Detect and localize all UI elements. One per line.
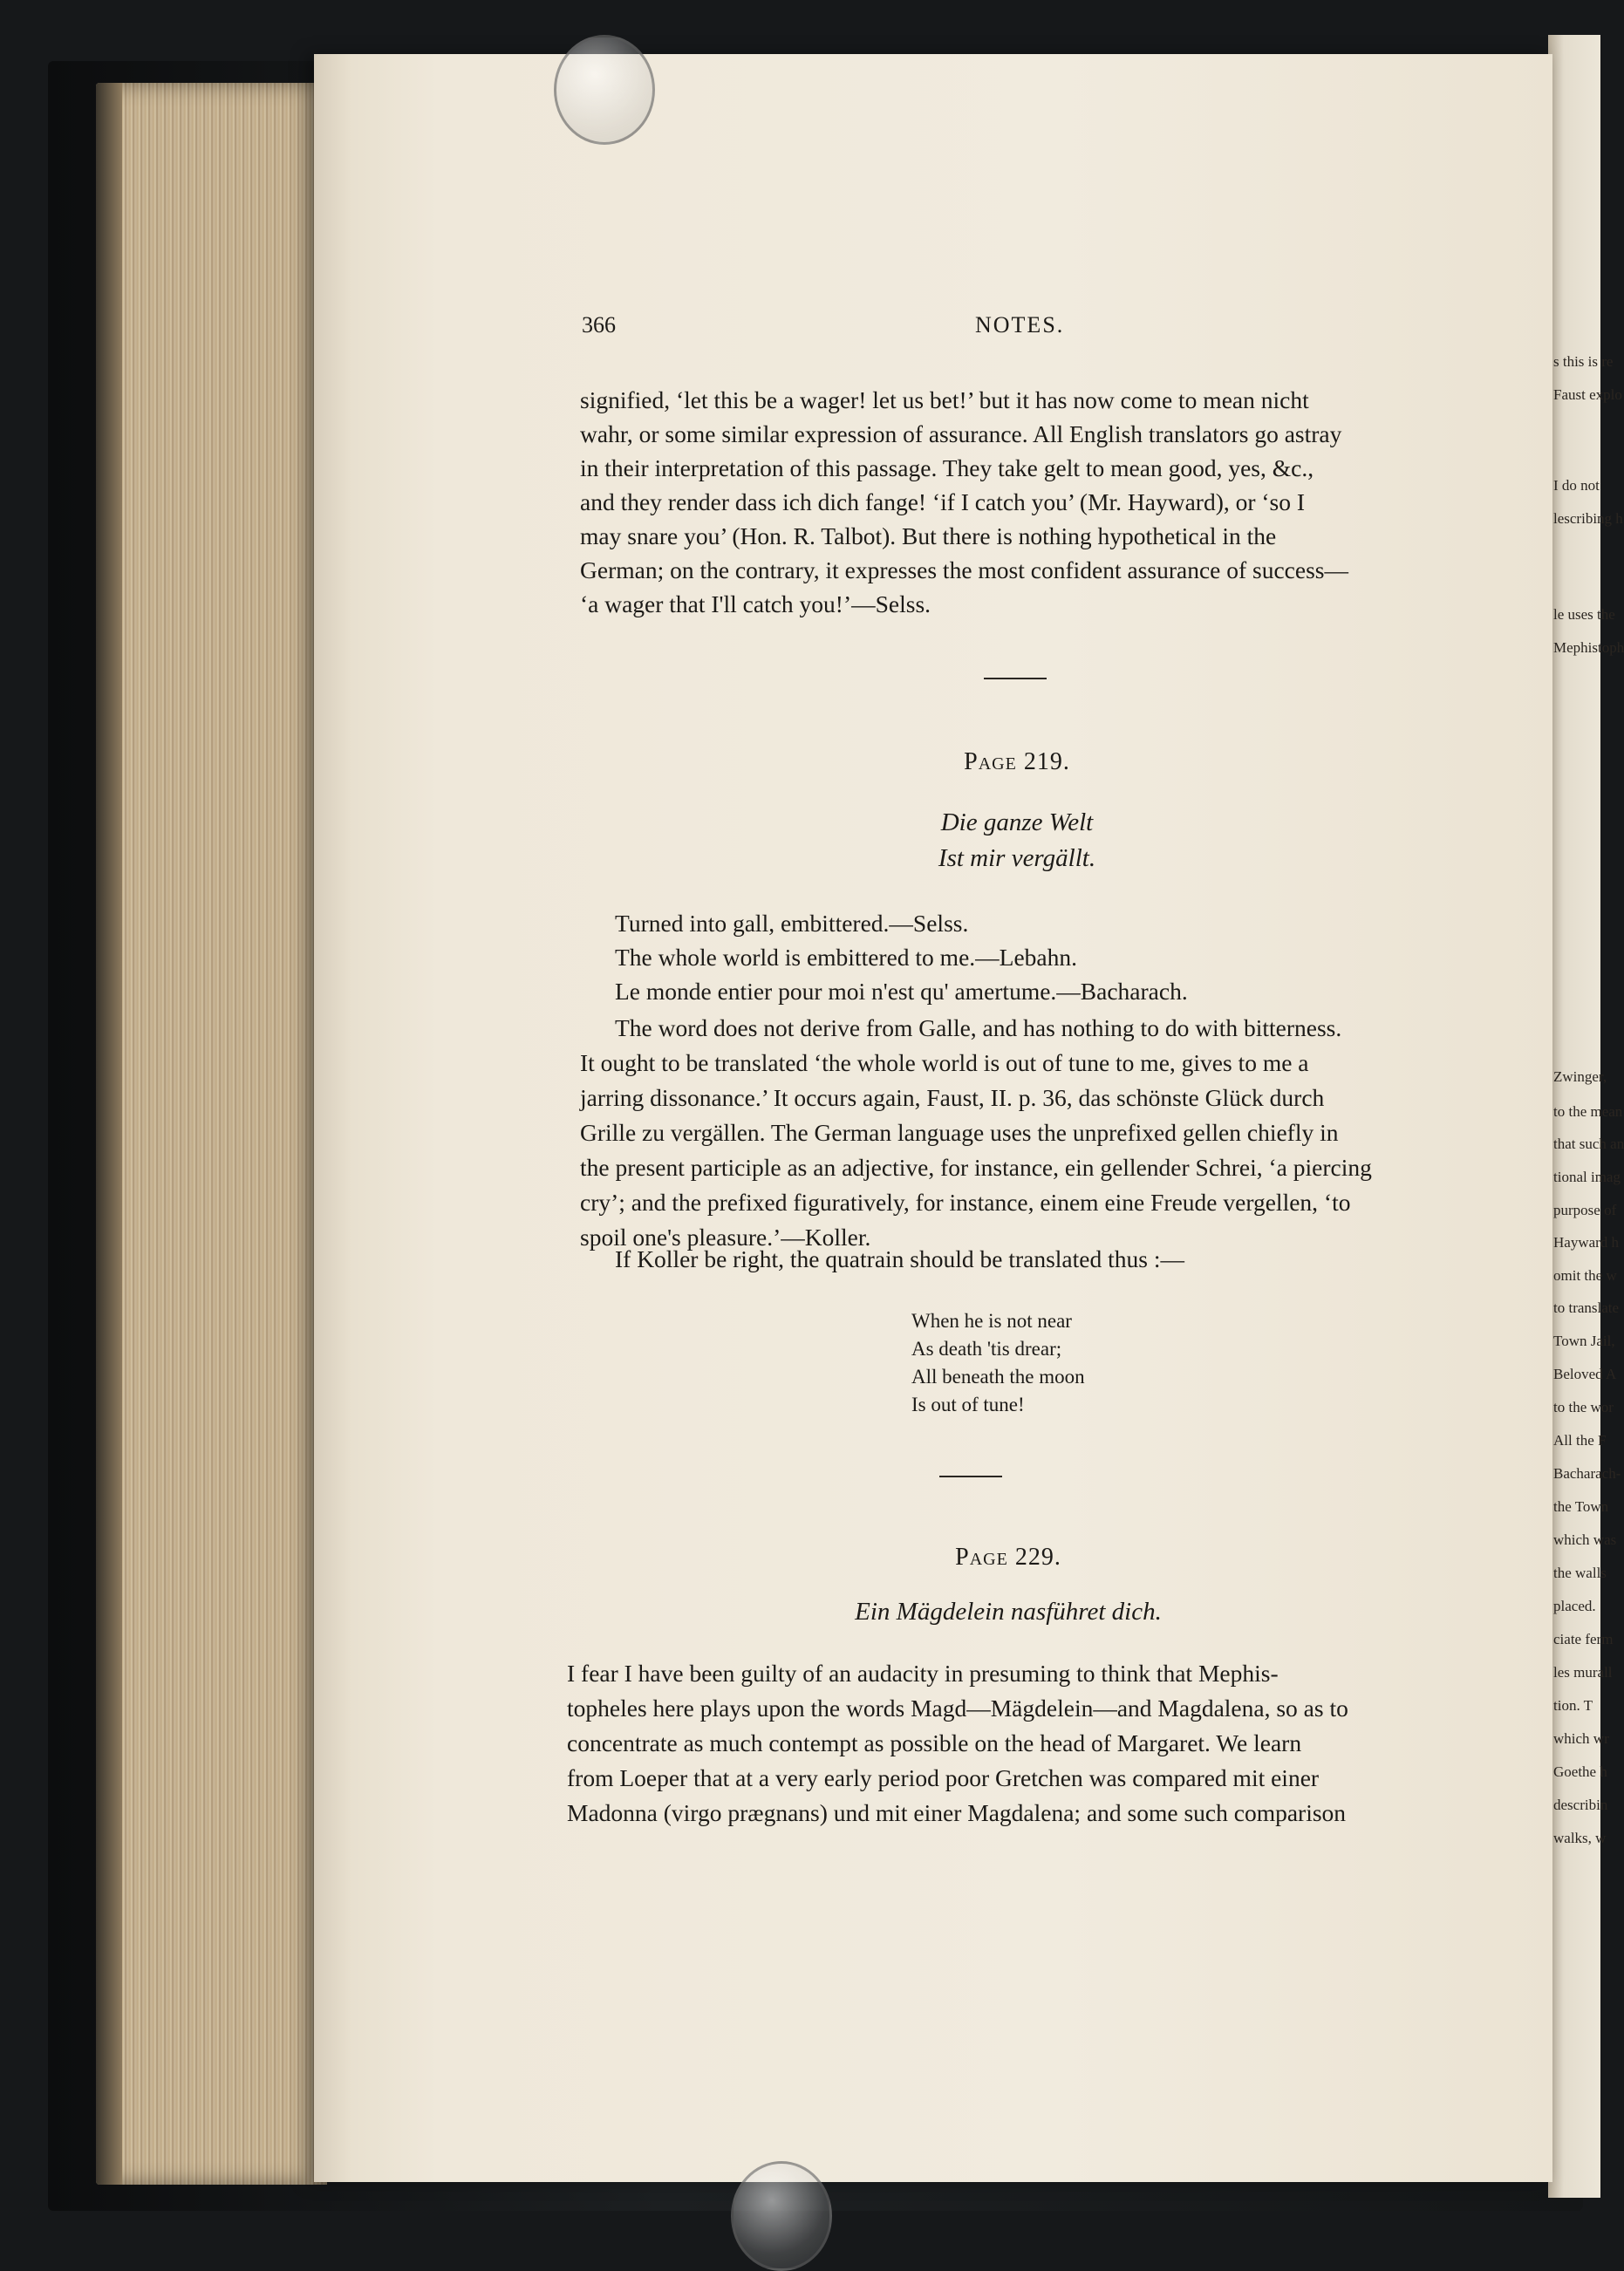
next-page-fragment: omit the w [1553,1267,1617,1284]
next-page-fragment: Zwinger, [1553,1068,1607,1085]
paragraph-line: in their interpretation of this passage. They take gelt to mean good, yes, &c., [580,454,1314,481]
paragraph-line: I fear I have been guilty of an audacity in presuming to think that Mephis- [567,1660,1279,1687]
next-page-fragment: All the F [1553,1432,1607,1449]
paragraph-line: may snare you’ (Hon. R. Talbot). But there is nothing hypothetical in the [580,522,1277,549]
next-page-fragment: s this is re [1553,353,1614,370]
next-page-fragment: Faust explo [1553,386,1622,403]
page-stack-edges [96,83,327,2185]
next-page-fragment: to translate [1553,1299,1620,1316]
paragraph-line: Madonna (virgo prægnans) und mit einer Magdalena; and some such comparison [567,1799,1347,1826]
section-heading: Page 219. [964,748,1070,775]
next-page-edge [1548,35,1624,2198]
next-page-fragment: that such an [1553,1136,1624,1152]
paragraph-line: wahr, or some similar expression of assurance. All English translators go astray [580,420,1342,447]
next-page-fragment: describin [1553,1797,1608,1813]
paragraph-line: jarring dissonance.’ It occurs again, Faust, II. p. 36, das schönste Glück durch [580,1084,1325,1111]
page-weight-bottom [731,2161,832,2271]
paragraph-line: If Koller be right, the quatrain should be translated thus :— [615,1245,1184,1272]
paragraph-line: from Loeper that at a very early period poor Gretchen was compared mit einer [567,1764,1320,1791]
next-page-fragment: purpose of [1553,1202,1617,1218]
book-page [314,54,1552,2182]
next-page-fragment: walks, w [1553,1830,1607,1846]
next-page-fragment: to the mean [1553,1103,1623,1120]
paragraph-line: Le monde entier pour moi n'est qu' amertume.—Bacharach. [615,978,1188,1005]
paragraph-line: the present participle as an adjective, for instance, ein gellender Schrei, ‘a piercing [580,1154,1372,1181]
paragraph-line: Turned into gall, embittered.—Selss. [615,910,969,937]
next-page-fragment: which was [1553,1531,1617,1548]
page-weight-top [554,35,655,145]
section-divider [939,1476,1002,1477]
next-page-fragment: I do not [1553,477,1600,494]
section-divider [984,678,1047,679]
next-page-fragment: le uses the [1553,606,1615,623]
paragraph-line: spoil one's pleasure.’—Koller. [580,1224,871,1251]
next-page-fragment: tional imag [1553,1169,1621,1185]
next-page-fragment: placed. [1553,1598,1596,1614]
paragraph-line: cry’; and the prefixed figuratively, for instance, einem eine Freude vergellen, ‘to [580,1189,1351,1216]
paragraph-line: concentrate as much contempt as possible on the head of Margaret. We learn [567,1729,1302,1756]
next-page-fragment: Hayward h [1553,1234,1620,1251]
paragraph-line: Grille zu vergällen. The German language uses the unprefixed gellen chiefly in [580,1119,1339,1146]
next-page-fragment: Town Jail, [1553,1333,1615,1349]
next-page-fragment: to the wor [1553,1399,1614,1415]
next-page-fragment: ciate ferm [1553,1631,1614,1647]
next-page-fragment: lescribing h [1553,510,1623,527]
poem-line: All beneath the moon [911,1366,1085,1388]
paragraph-line: The word does not derive from Galle, and has nothing to do with bitterness. [615,1014,1342,1041]
book-spine-edge [96,83,122,2185]
quote-line: Ein Mägdelein nasführet dich. [855,1598,1162,1626]
running-head: NOTES. [975,312,1065,338]
next-page-fragment: Beloved A [1553,1366,1617,1382]
next-page-fragment: les murall [1553,1664,1613,1681]
next-page-fragment: the Town [1553,1498,1609,1515]
poem-line: Is out of tune! [911,1394,1025,1415]
paragraph-line: German; on the contrary, it expresses the most confident assurance of success— [580,556,1348,583]
next-page-fragment: the walls [1553,1565,1607,1581]
next-page-fragment: which wr [1553,1730,1609,1747]
paragraph-line: The whole world is embittered to me.—Lebahn. [615,944,1077,971]
paragraph-line: signified, ‘let this be a wager! let us bet!’ but it has now come to mean nicht [580,386,1309,413]
quote-line: Ist mir vergällt. [938,844,1096,872]
next-page-fragment: Goethe h [1553,1763,1607,1780]
section-heading: Page 229. [955,1544,1061,1571]
quote-line: Die ganze Welt [940,808,1094,836]
next-page-fragment: Mephistoph [1553,639,1624,656]
poem-line: As death 'tis drear; [911,1338,1062,1360]
paragraph-line: It ought to be translated ‘the whole world is out of tune to me, gives to me a [580,1049,1309,1076]
paragraph-line: and they render dass ich dich fange! ‘if I catch you’ (Mr. Hayward), or ‘so I [580,488,1306,515]
next-page-fragment: Bacharach- [1553,1465,1621,1482]
paragraph-line: ‘a wager that I'll catch you!’—Selss. [580,590,931,617]
poem-line: When he is not near [911,1310,1072,1332]
paragraph-line: topheles here plays upon the words Magd—Mägdelein—and Magdalena, so as to [567,1695,1348,1722]
next-page-fragment: tion. T [1553,1697,1593,1714]
page-number: 366 [582,312,616,338]
